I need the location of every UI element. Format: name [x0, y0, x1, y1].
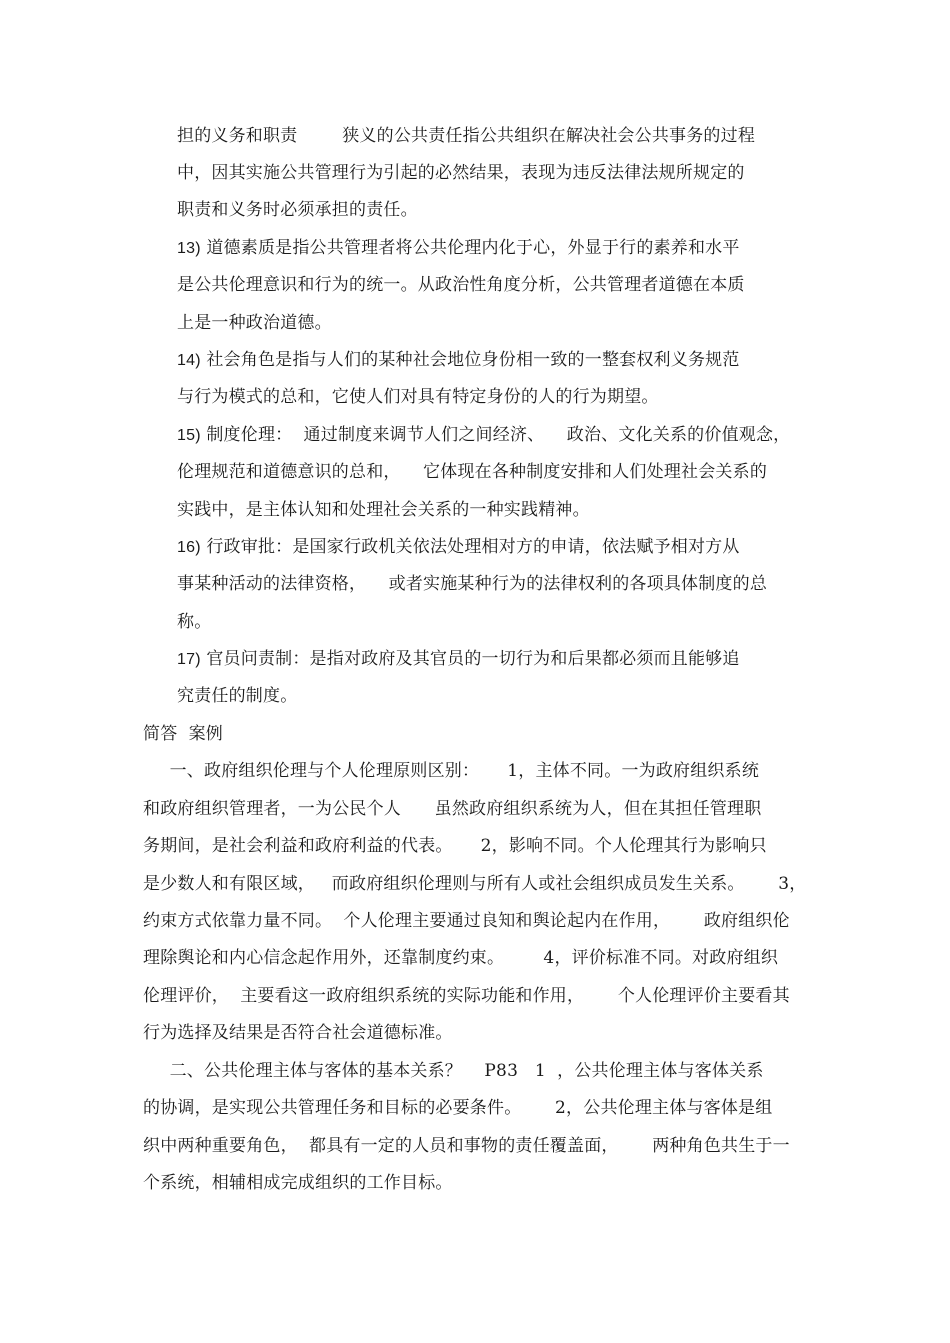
text-line: 制度伦理： 通过制度来调节人们之间经济、 政治、文化关系的价值观念，	[206, 425, 791, 445]
text-line: 官员问责制：是指对政府及其官员的一切行为和后果都必须而且能够追	[206, 649, 740, 669]
answer-line: 和政府组织管理者，一为公民个人 虽然政府组织系统为人，但在其担任管理职	[143, 799, 762, 819]
text-line: 实践中，是主体认知和处理社会关系的一种实践精神。	[177, 500, 590, 520]
text-line: 中，因其实施公共管理行为引起的必然结果，表现为违反法律法规所规定的	[177, 163, 745, 183]
answer-line: 约束方式依靠力量不同。 个人伦理主要通过良知和舆论起内在作用， 政府组织伦	[143, 911, 790, 931]
definition-item-17	[177, 648, 740, 671]
text-line: 事某种活动的法律资格， 或者实施某种行为的法律权利的各项具体制度的总	[177, 574, 768, 594]
item-number: 17)	[177, 651, 201, 668]
text-line: 道德素质是指公共管理者将公共伦理内化于心，外显于行的素养和水平	[206, 238, 740, 258]
definition-item-13	[177, 237, 740, 260]
item-number: 13)	[177, 240, 201, 257]
answer-line: 务期间，是社会利益和政府利益的代表。 2，影响不同。个人伦理其行为影响只	[143, 836, 767, 856]
text-line: 上是一种政治道德。	[177, 313, 332, 333]
text-line: 行政审批：是国家行政机关依法处理相对方的申请，依法赋予相对方从	[206, 537, 740, 557]
text-line: 是公共伦理意识和行为的统一。从政治性角度分析，公共管理者道德在本质	[177, 275, 745, 295]
text-line: 职责和义务时必须承担的责任。	[177, 200, 418, 220]
answer-line: 伦理评价， 主要看这一政府组织系统的实际功能和作用， 个人伦理评价主要看其	[143, 986, 790, 1006]
text-line: 与行为模式的总和，它使人们对具有特定身份的人的行为期望。	[177, 387, 659, 407]
item-number: 16)	[177, 539, 201, 556]
text-line: 担的义务和职责 狭义的公共责任指公共组织在解决社会公共事务的过程	[177, 126, 756, 146]
answer-line: 织中两种重要角色， 都具有一定的人员和事物的责任覆盖面， 两种角色共生于一	[143, 1136, 790, 1156]
section-heading: 简答 案例	[143, 724, 224, 744]
text-line: 伦理规范和道德意识的总和， 它体现在各种制度安排和人们处理社会关系的	[177, 462, 768, 482]
answer-line: 个系统，相辅相成完成组织的工作目标。	[143, 1173, 453, 1193]
item-number: 14)	[177, 352, 201, 369]
definition-item-14	[177, 349, 740, 372]
item-number: 15)	[177, 427, 201, 444]
text-line: 社会角色是指与人们的某种社会地位身份相一致的一整套权利义务规范	[206, 350, 740, 370]
answer-line: 一、政府组织伦理与个人伦理原则区别： 1，主体不同。一为政府组织系统	[164, 761, 760, 781]
text-line: 称。	[177, 612, 212, 632]
answer-line: 是少数人和有限区域， 而政府组织伦理则与所有人或社会组织成员发生关系。 3，	[143, 874, 807, 894]
definition-item-15	[177, 424, 790, 447]
answer-line: 二、公共伦理主体与客体的基本关系？ P83 1 ，公共伦理主体与客体关系	[164, 1061, 764, 1081]
definition-item-16	[177, 536, 740, 559]
answer-line: 的协调，是实现公共管理任务和目标的必要条件。 2，公共伦理主体与客体是组	[143, 1098, 773, 1118]
answer-line: 理除舆论和内心信念起作用外，还靠制度约束。 4，评价标准不同。对政府组织	[143, 948, 779, 968]
text-line: 究责任的制度。	[177, 686, 298, 706]
answer-line: 行为选择及结果是否符合社会道德标准。	[143, 1023, 453, 1043]
